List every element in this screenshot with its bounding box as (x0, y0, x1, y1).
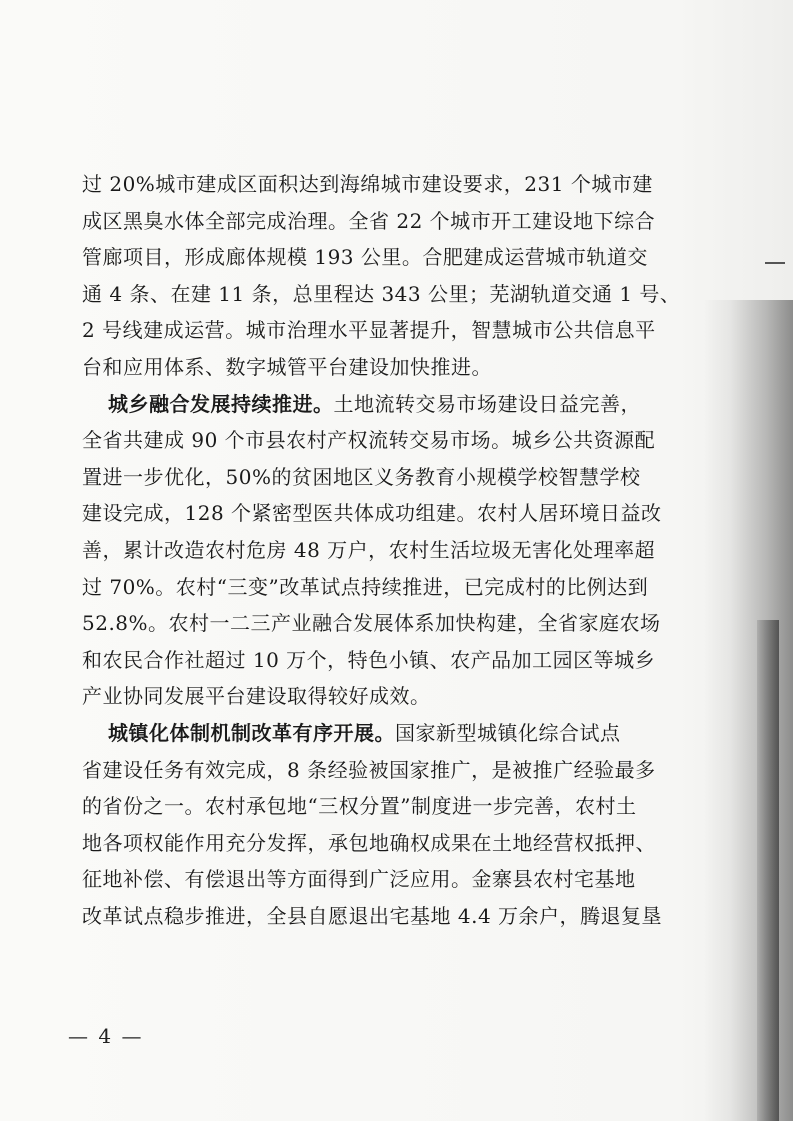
text-line (82, 276, 686, 313)
line-text: 省建设任务有效完成，8 条经验被国家推广，是被推广经验最多 (82, 757, 656, 782)
text-line (82, 312, 686, 349)
line-text: 过 70%。农村“三变”改革试点持续推进，已完成村的比例达到 (82, 574, 649, 599)
line-text: 征地补偿、有偿退出等方面得到广泛应用。金寨县农村宅基地 (82, 867, 636, 892)
section-heading: 城乡融合发展持续推进。 (108, 391, 334, 416)
text-line (82, 898, 686, 935)
line-text: 国家新型城镇化综合试点 (395, 720, 621, 745)
line-text: 改革试点稳步推进，全县自愿退出宅基地 4.4 万余户，腾退复垦 (82, 903, 663, 928)
text-line (82, 349, 686, 386)
text-line (82, 166, 686, 203)
scan-edge (757, 620, 779, 1121)
text-line (82, 422, 686, 459)
text-line (82, 495, 686, 532)
text-line (82, 825, 686, 862)
text-line (82, 752, 686, 789)
text-line (82, 861, 686, 898)
line-text: 管廊项目，形成廊体规模 193 公里。合肥建成运营城市轨道交 (82, 245, 648, 270)
text-line (82, 386, 686, 423)
text-line (82, 642, 686, 679)
line-text: 的省份之一。农村承包地“三权分置”制度进一步完善，农村土 (82, 794, 637, 819)
line-text: 全省共建成 90 个市县农村产权流转交易市场。城乡公共资源配 (82, 428, 656, 453)
text-line (82, 715, 686, 752)
line-text: 产业协同发展平台建设取得较好成效。 (82, 684, 431, 709)
scan-shadow (703, 300, 793, 1121)
margin-mark (765, 262, 785, 264)
text-line (82, 569, 686, 606)
text-line (82, 532, 686, 569)
line-text: 善，累计改造农村危房 48 万户，农村生活垃圾无害化处理率超 (82, 537, 656, 562)
text-line (82, 788, 686, 825)
line-text: 52.8%。农村一二三产业融合发展体系加快构建，全省家庭农场 (82, 611, 661, 636)
line-text: 和农民合作社超过 10 万个，特色小镇、农产品加工园区等城乡 (82, 647, 656, 672)
line-text: 建设完成，128 个紧密型医共体成功组建。农村人居环境日益改 (82, 501, 662, 526)
page-number: — 4 — (68, 1024, 144, 1048)
line-text: 过 20%城市建成区面积达到海绵城市建设要求，231 个城市建 (82, 172, 653, 196)
line-text: 通 4 条、在建 11 条，总里程达 343 公里；芜湖轨道交通 1 号、 (82, 281, 681, 306)
text-line (82, 239, 686, 276)
line-text: 地各项权能作用充分发挥，承包地确权成果在土地经营权抵押、 (82, 830, 656, 855)
body-text (82, 166, 686, 934)
line-text: 置进一步优化，50%的贫困地区义务教育小规模学校智慧学校 (82, 464, 641, 489)
line-text: 土地流转交易市场建设日益完善， (333, 391, 641, 416)
text-line (82, 203, 686, 240)
text-line (82, 678, 686, 715)
line-text: 成区黑臭水体全部完成治理。全省 22 个城市开工建设地下综合 (82, 208, 656, 233)
text-line (82, 459, 686, 496)
text-line (82, 605, 686, 642)
section-heading: 城镇化体制机制改革有序开展。 (108, 720, 395, 745)
line-text: 台和应用体系、数字城管平台建设加快推进。 (82, 354, 492, 379)
line-text: 2 号线建成运营。城市治理水平显著提升，智慧城市公共信息平 (82, 318, 656, 343)
